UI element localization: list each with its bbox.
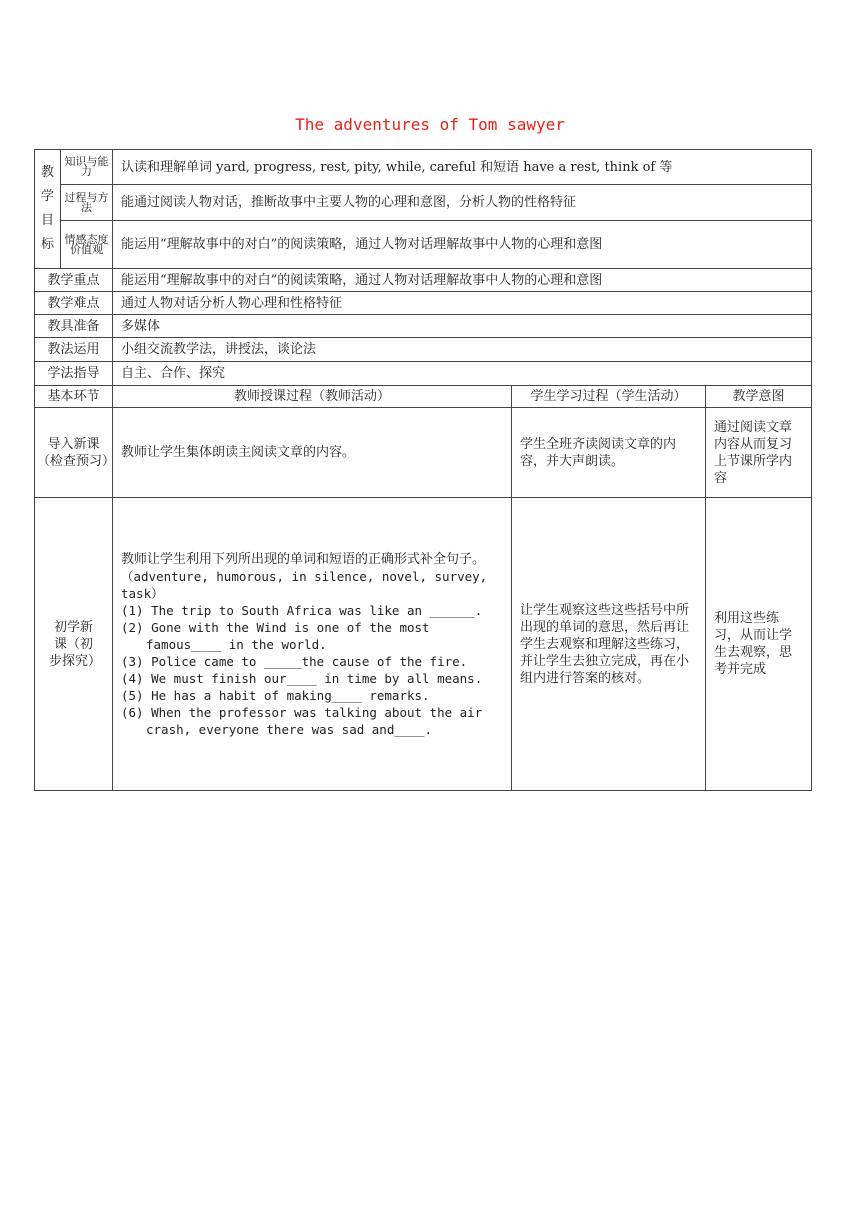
teacher-instruction: 教师让学生利用下列所出现的单词和短语的正确形式补全句子。 [121, 551, 486, 567]
objectives-label: 教 学 目 标 [35, 150, 61, 269]
objective-sub-label: 过程与方法 [61, 185, 113, 221]
info-label: 学法指导 [35, 362, 113, 386]
info-text: 多媒体 [113, 315, 812, 338]
word-box: （adventure, humorous, in silence, novel, survey, task） [121, 568, 488, 601]
stage-row-new-lesson [35, 498, 812, 791]
student-activity: 学生全班齐读阅读文章的内容，并大声朗读。 [512, 408, 706, 498]
info-row-key-points [35, 269, 812, 292]
objective-row-knowledge [35, 150, 812, 185]
stage-label: 初学新课（初步探究） [35, 498, 113, 791]
objective-text: 能通过阅读人物对话，推断故事中主要人物的心理和意图，分析人物的性格特征 [113, 185, 812, 221]
objective-sub-label: 情感态度价值观 [61, 221, 113, 269]
info-label: 教学重点 [35, 269, 113, 292]
info-label: 教法运用 [35, 338, 113, 362]
exercise-sentence: (3) Police came to _____the cause of the fire. [121, 653, 468, 669]
header-student: 学生学习过程（学生活动） [512, 386, 706, 408]
info-text: 自主、合作、探究 [113, 362, 812, 386]
info-row-learning-guidance [35, 362, 812, 386]
teacher-activity: 教师让学生集体朗读主阅读文章的内容。 [113, 408, 512, 498]
info-row-tools [35, 315, 812, 338]
header-stage: 基本环节 [35, 386, 113, 408]
info-label: 教学难点 [35, 292, 113, 315]
info-text: 通过人物对话分析人物心理和性格特征 [113, 292, 812, 315]
header-intent: 教学意图 [706, 386, 812, 408]
objective-row-process [35, 185, 812, 221]
teaching-intent: 通过阅读文章内容从而复习上节课所学内容 [706, 408, 812, 498]
objective-row-values [35, 221, 812, 269]
stage-label: 导入新课（检查预习） [35, 408, 113, 498]
exercise-list [121, 602, 503, 738]
exercise-sentence: (2) Gone with the Wind is one of the most famous____ in the world. [121, 619, 430, 652]
page-title: The adventures of Tom sawyer [295, 115, 565, 134]
info-row-difficulties [35, 292, 812, 315]
stage-row-intro [35, 408, 812, 498]
exercise-sentence: (6) When the professor was talking about the air crash, everyone there was sad and____. [121, 704, 483, 737]
info-text: 小组交流教学法，讲授法，谈论法 [113, 338, 812, 362]
lesson-plan-table [34, 149, 812, 791]
info-row-teaching-methods [35, 338, 812, 362]
exercise-sentence: (5) He has a habit of making____ remarks. [121, 687, 430, 703]
student-activity: 让学生观察这些这些括号中所出现的单词的意思，然后再让学生去观察和理解这些练习，并让学生去独立完成，再在小组内进行答案的核对。 [512, 498, 706, 791]
objective-sub-label: 知识与能力 [61, 150, 113, 185]
exercise-sentence: (4) We must finish our____ in time by all means. [121, 670, 483, 686]
column-header-row [35, 386, 812, 408]
teacher-activity [113, 498, 512, 791]
teaching-intent: 利用这些练习，从而让学生去观察，思考并完成 [706, 498, 812, 791]
objective-text: 能运用“理解故事中的对白”的阅读策略，通过人物对话理解故事中人物的心理和意图 [113, 221, 812, 269]
info-label: 教具准备 [35, 315, 113, 338]
objective-text: 认读和理解单词 yard, progress, rest, pity, while, careful 和短语 have a rest, think of 等 [113, 150, 812, 185]
header-teacher: 教师授课过程（教师活动） [113, 386, 512, 408]
info-text: 能运用“理解故事中的对白”的阅读策略，通过人物对话理解故事中人物的心理和意图 [113, 269, 812, 292]
exercise-sentence: (1) The trip to South Africa was like an ______. [121, 602, 483, 618]
